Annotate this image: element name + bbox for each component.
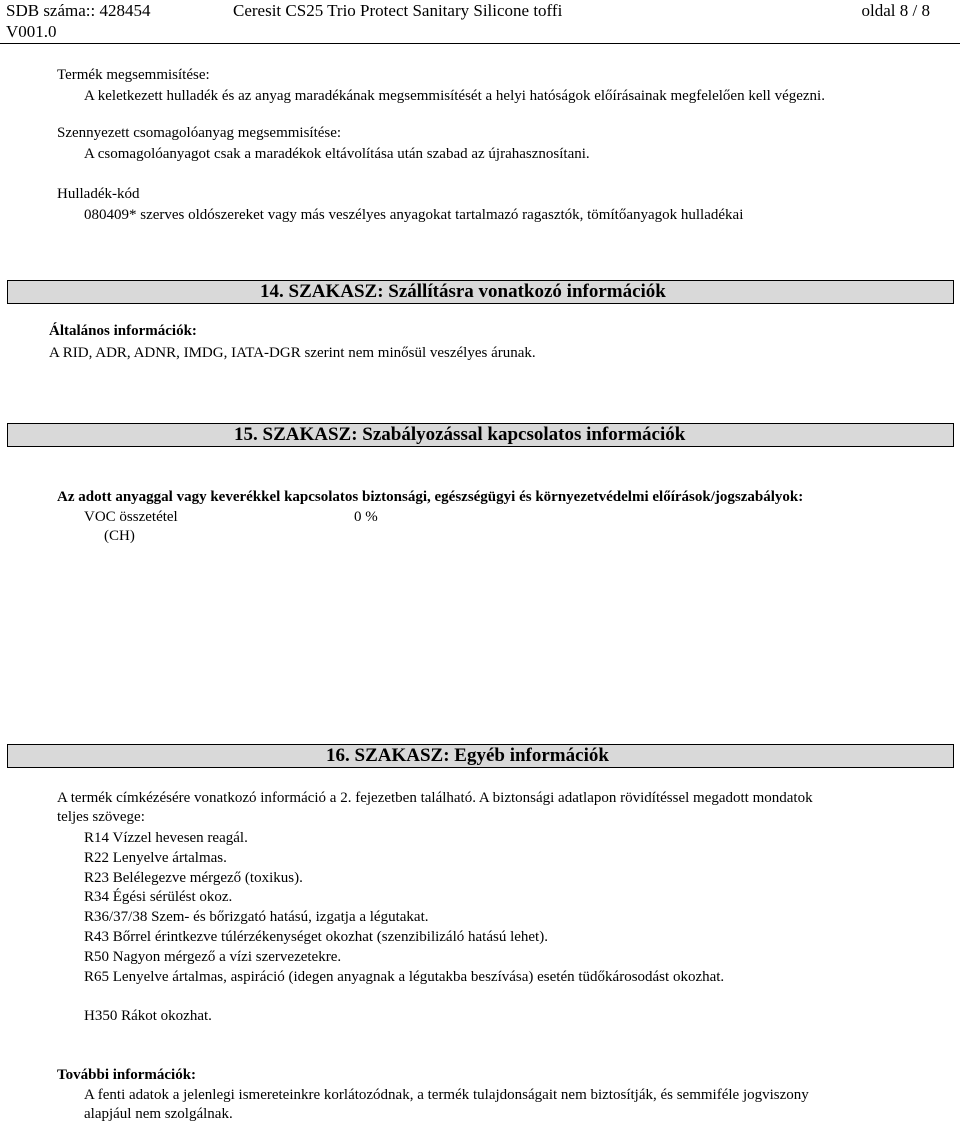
- hazard-statement: H350 Rákot okozhat.: [84, 1008, 212, 1024]
- general-info-label: Általános információk:: [49, 323, 197, 339]
- risk-phrase: R23 Belélegezve mérgező (toxikus).: [84, 870, 303, 886]
- further-info-text: A fenti adatok a jelenlegi ismereteinkre korlátozódnak, a termék tulajdonságait nem biztosítják, és semmiféle jogviszony: [84, 1087, 809, 1103]
- risk-phrase: R36/37/38 Szem- és bőrizgató hatású, izgatja a légutakat.: [84, 909, 429, 925]
- product-disposal-text: A keletkezett hulladék és az anyag maradékának megsemmisítését a helyi hatóságok előírásainak megfelelően kell végezni.: [84, 88, 825, 104]
- general-info-text: A RID, ADR, ADNR, IMDG, IATA-DGR szerint nem minősül veszélyes árunak.: [49, 345, 536, 361]
- waste-code-text: 080409* szerves oldószereket vagy más veszélyes anyagokat tartalmazó ragasztók, tömítőanyagok hulladékai: [84, 207, 744, 223]
- packaging-disposal-label: Szennyezett csomagolóanyag megsemmisítése:: [57, 125, 342, 141]
- waste-code-label: Hulladék-kód: [57, 186, 140, 202]
- further-info-label: További információk:: [57, 1067, 197, 1083]
- labeling-intro-cont: teljes szövege:: [57, 809, 145, 825]
- section-14-title: 14. SZAKASZ: Szállításra vonatkozó információk: [260, 281, 666, 302]
- regulations-label: Az adott anyaggal vagy keverékkel kapcsolatos biztonsági, egészségügyi és környezetvédelmi előírások/jogszabályok:: [57, 489, 804, 505]
- section-16-title: 16. SZAKASZ: Egyéb információk: [326, 745, 609, 766]
- risk-phrase: R50 Nagyon mérgező a vízi szervezetekre.: [84, 949, 342, 965]
- page-number: oldal 8 / 8: [861, 1, 930, 20]
- risk-phrase: R34 Égési sérülést okoz.: [84, 889, 233, 905]
- further-info-text-cont: alapjául nem szolgálnak.: [84, 1106, 233, 1122]
- labeling-intro: A termék címkézésére vonatkozó információ a 2. fejezetben található. A biztonsági adatlapon rövidítéssel megadott mondatok: [57, 790, 813, 806]
- product-disposal-label: Termék megsemmisítése:: [57, 67, 210, 83]
- voc-region: (CH): [104, 528, 135, 544]
- voc-label: VOC összetétel: [84, 509, 178, 525]
- section-14-heading: [7, 280, 954, 304]
- product-name: Ceresit CS25 Trio Protect Sanitary Silicone toffi: [233, 1, 563, 20]
- risk-phrase: R65 Lenyelve ártalmas, aspiráció (idegen anyagnak a légutakba beszívása) esetén tüdőkárosodást okozhat.: [84, 969, 725, 985]
- risk-phrase: R14 Vízzel hevesen reagál.: [84, 830, 248, 846]
- section-15-heading: [7, 423, 954, 447]
- packaging-disposal-text: A csomagolóanyagot csak a maradékok eltávolítása után szabad az újrahasznosítani.: [84, 146, 590, 162]
- risk-phrase: R43 Bőrrel érintkezve túlérzékenységet okozhat (szenzibilizáló hatású lehet).: [84, 929, 548, 945]
- sds-number: SDB száma:: 428454: [6, 1, 151, 20]
- risk-phrase: R22 Lenyelve ártalmas.: [84, 850, 227, 866]
- header-divider: [0, 43, 960, 44]
- section-16-heading: [7, 744, 954, 768]
- voc-value: 0 %: [354, 509, 378, 525]
- section-15-title: 15. SZAKASZ: Szabályozással kapcsolatos információk: [234, 424, 686, 445]
- version: V001.0: [6, 22, 57, 41]
